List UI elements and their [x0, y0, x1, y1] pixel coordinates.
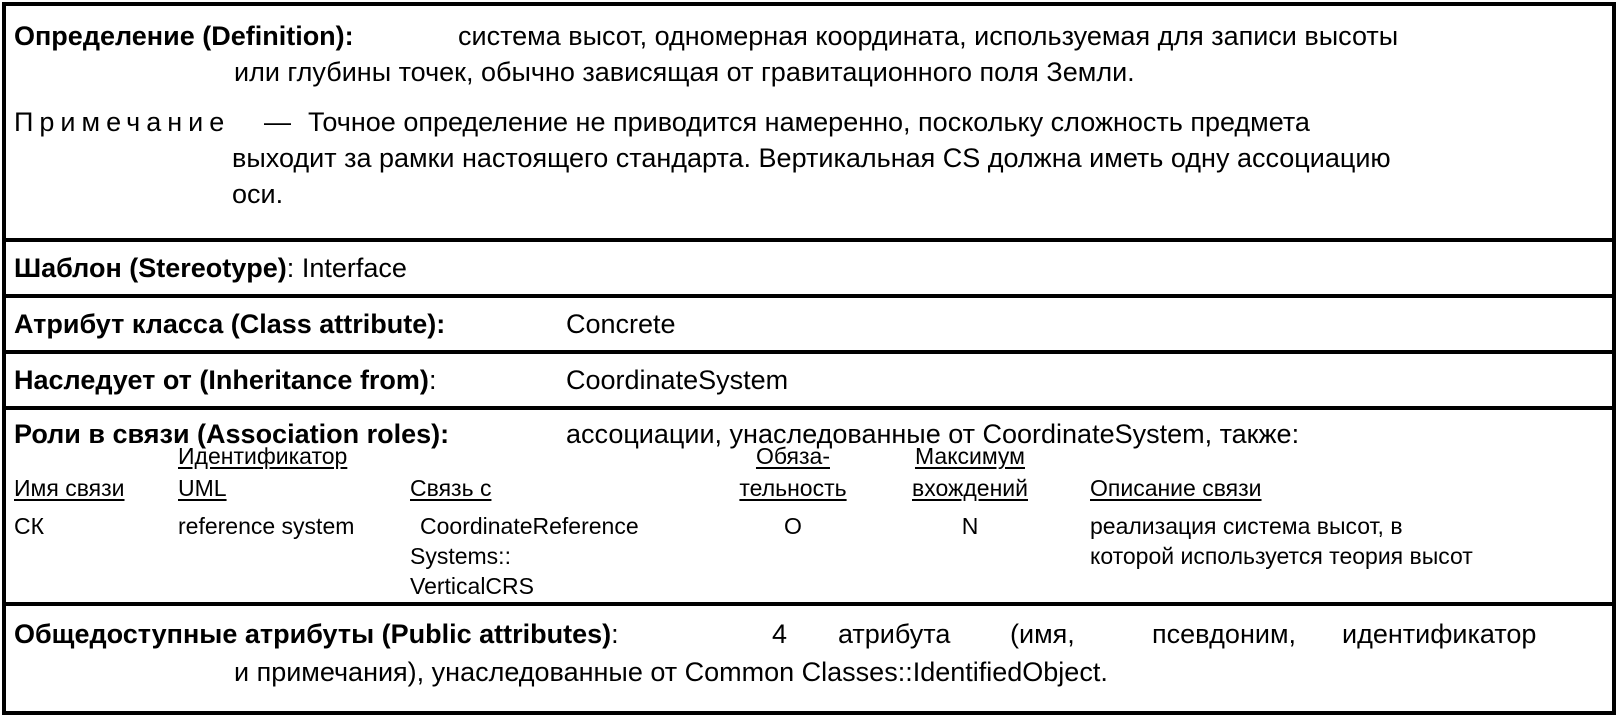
cell-link-to-line3: VerticalCRS: [410, 573, 534, 599]
association-label: Роли в связи (Association roles):: [14, 419, 450, 449]
association-roles-row: [6, 410, 1612, 606]
definition-text-line2: или глубины точек, обычно зависящая от гравитационного поля Земли.: [234, 57, 1135, 87]
public-attributes-word-1: 4: [772, 619, 788, 649]
class-attribute-value: Concrete: [566, 309, 676, 339]
inheritance-label: Наследует от (Inheritance from): [14, 365, 429, 395]
public-attributes-field: [14, 618, 619, 650]
inheritance-separator: :: [428, 365, 437, 395]
cell-description-line2: которой используется теория высот: [1090, 543, 1473, 569]
cell-uml-id: reference system: [178, 513, 355, 539]
stereotype-label: Шаблон (Stereotype): [14, 253, 287, 283]
header-uml-id-line2: UML: [178, 475, 227, 501]
header-link-name: Имя связи: [14, 475, 125, 501]
public-attributes-word-5: идентификатор: [1342, 619, 1537, 649]
note-dash: —: [264, 107, 291, 137]
cell-description-line1: реализация система высот, в: [1090, 513, 1403, 539]
inheritance-row: [6, 354, 1612, 410]
stereotype-value: Interface: [301, 253, 407, 283]
cell-link-name: СК: [14, 513, 45, 539]
cell-obligation: О: [784, 513, 802, 539]
header-link-to: Связь с: [410, 475, 492, 501]
class-attribute-label: Атрибут класса (Class attribute):: [14, 309, 446, 339]
definition-row: [6, 6, 1612, 242]
definition-text-line1: система высот, одномерная координата, используемая для записи высоты: [458, 21, 1399, 51]
header-obligation-line2: тельность: [739, 475, 847, 501]
header-max-occurrences-line1: Максимум: [914, 443, 1025, 469]
public-attributes-word-4: псевдоним,: [1152, 619, 1297, 649]
header-uml-id-line1: Идентификатор: [178, 443, 348, 469]
document-table: [2, 2, 1616, 715]
definition-label: Определение (Definition):: [14, 21, 354, 51]
class-attribute-row: [6, 298, 1612, 354]
public-attributes-label: Общедоступные атрибуты (Public attributes): [14, 619, 612, 649]
association-value: ассоциации, унаследованные от CoordinateSystem, также:: [566, 419, 1300, 449]
header-obligation-line1: Обяза-: [755, 443, 830, 469]
public-attributes-row: [6, 606, 1612, 711]
stereotype-row: [6, 242, 1612, 298]
stereotype-field: [14, 252, 407, 284]
note-text-line2: выходит за рамки настоящего стандарта. Вертикальная CS должна иметь одну ассоциацию: [232, 143, 1391, 173]
public-attributes-word-3: (имя,: [1010, 619, 1075, 649]
note-text-line3: оси.: [232, 179, 284, 209]
public-attributes-line2: и примечания), унаследованные от Common Classes::IdentifiedObject.: [234, 657, 1108, 687]
public-attributes-word-2: атрибута: [838, 619, 951, 649]
cell-link-to-line2: Systems::: [410, 543, 511, 569]
note-text-line1: Точное определение не приводится намеренно, поскольку сложность предмета: [308, 107, 1310, 137]
public-attributes-separator: :: [611, 619, 619, 649]
note-label: Примечание: [14, 107, 231, 137]
inheritance-field: [14, 364, 436, 396]
header-link-description: Описание связи: [1090, 475, 1262, 501]
cell-link-to-line1: CoordinateReference: [420, 513, 639, 539]
cell-max-occurrences: N: [961, 513, 979, 539]
header-max-occurrences-line2: вхождений: [912, 475, 1028, 501]
stereotype-separator: :: [286, 253, 295, 283]
inheritance-value: CoordinateSystem: [566, 365, 789, 395]
